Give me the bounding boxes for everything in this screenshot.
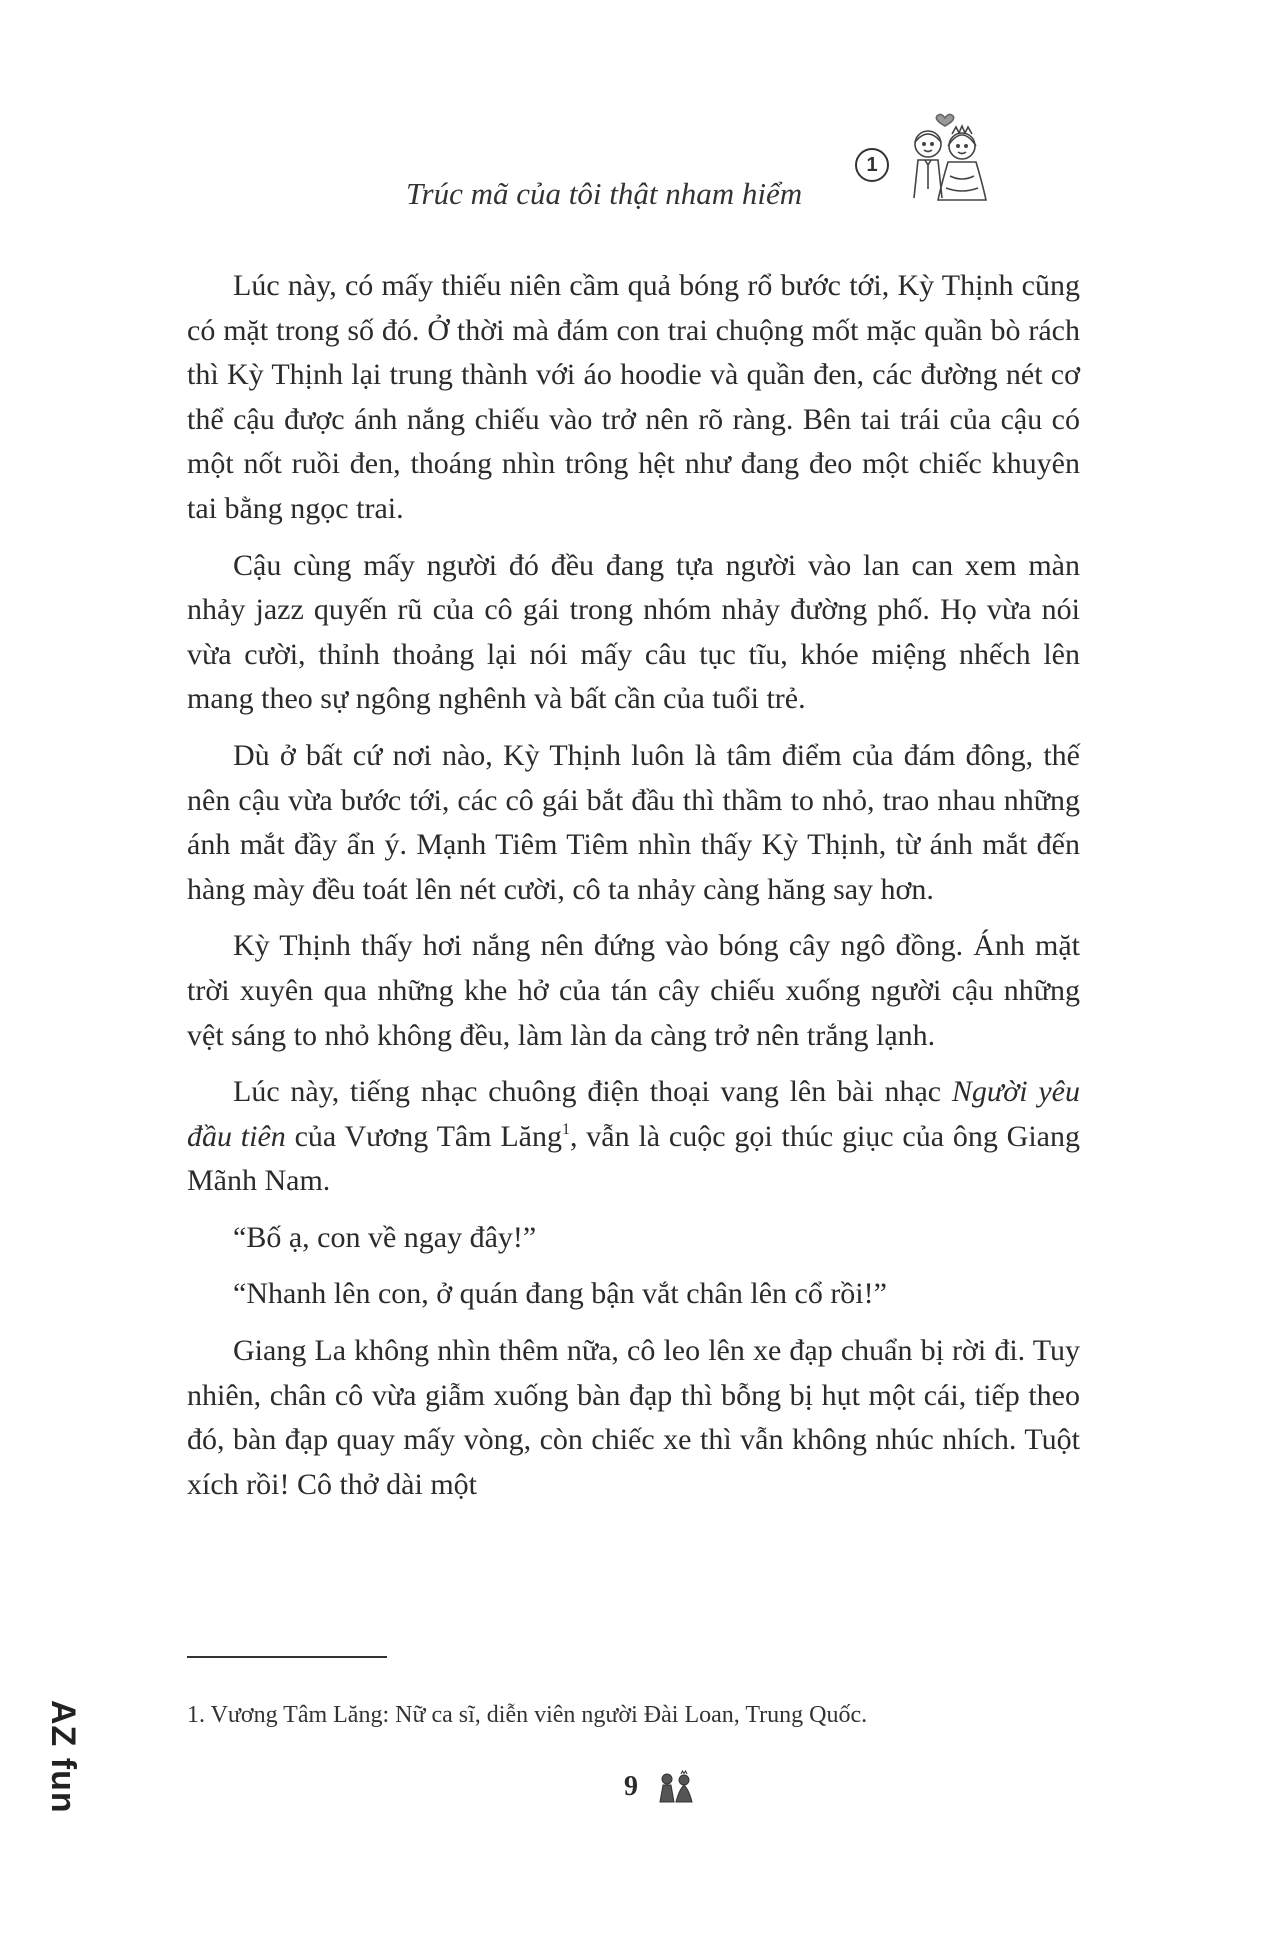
text-segment: , vẫn là cuộc gọi thúc giục của ông Giang Mãnh Nam. — [187, 1119, 1080, 1198]
running-header — [400, 118, 1000, 218]
page-number: 9 — [624, 1771, 638, 1802]
text-segment: của Vương Tâm Lăng — [285, 1119, 562, 1153]
footnote-reference: 1 — [562, 1120, 570, 1138]
paragraph: Lúc này, có mấy thiếu niên cầm quả bóng rổ bước tới, Kỳ Thịnh cũng có mặt trong số đó. Ở thời mà đám con trai chuộng mốt mặc quần bò rách thì Kỳ Thịnh lại trung thành với áo hoodie và quần đen, các đường nét cơ thể cậu được ánh nắng chiếu vào trở nên rõ ràng. Bên tai trái của cậu có một nốt ruồi đen, thoáng nhìn trông hệt như đang đeo một chiếc khuyên tai bằng ngọc trai. — [187, 269, 1080, 525]
paragraph-with-footnote — [187, 1070, 1080, 1204]
body-text — [187, 264, 1080, 1519]
paragraph: Cậu cùng mấy người đó đều đang tựa người vào lan can xem màn nhảy jazz quyến rũ của cô gái trong nhóm nhảy đường phố. Họ vừa nói vừa cười, thỉnh thoảng lại nói mấy câu tục tĩu, khóe miệng nhếch lên mang theo sự ngông nghênh và bất cần của tuổi trẻ. — [187, 548, 1080, 716]
paragraph: Kỳ Thịnh thấy hơi nắng nên đứng vào bóng cây ngô đồng. Ánh mặt trời xuyên qua những khe hở của tán cây chiếu xuống người cậu những vệt sáng to nhỏ không đều, làm làn da càng trở nên trắng lạnh. — [187, 929, 1080, 1052]
paragraph: Dù ở bất cứ nơi nào, Kỳ Thịnh luôn là tâm điểm của đám đông, thế nên cậu vừa bước tới, các cô gái bắt đầu thì thầm to nhỏ, trao nhau những ánh mắt đầy ẩn ý. Mạnh Tiêm Tiêm nhìn thấy Kỳ Thịnh, từ ánh mắt đến hàng mày đều toát lên nét cười, cô ta nhảy càng hăng say hơn. — [187, 738, 1080, 906]
footnote-divider — [187, 1656, 387, 1658]
book-title: Trúc mã của tôi thật nham hiểm — [406, 176, 803, 211]
couple-mini-icon — [655, 1770, 697, 1804]
footnote: 1. Vương Tâm Lăng: Nữ ca sĩ, diễn viên người Đài Loan, Trung Quốc. — [187, 1702, 868, 1728]
couple-illustration-icon — [890, 106, 1000, 206]
dialogue-line: “Nhanh lên con, ở quán đang bận vắt chân lên cổ rồi!” — [233, 1277, 887, 1311]
text-segment: Lúc này, tiếng nhạc chuông điện thoại vang lên bài nhạc — [233, 1075, 952, 1109]
paragraph: Giang La không nhìn thêm nữa, cô leo lên xe đạp chuẩn bị rời đi. Tuy nhiên, chân cô vừa giẫm xuống bàn đạp thì bỗng bị hụt một cái, tiếp theo đó, bàn đạp quay mấy vòng, còn chiếc xe thì vẫn không nhúc nhích. Tuột xích rồi! Cô thở dài một — [187, 1334, 1080, 1501]
song-title: Người yêu đầu tiên — [187, 1075, 1080, 1153]
volume-badge: 1 — [855, 148, 889, 182]
dialogue-line: “Bố ạ, con về ngay đây!” — [233, 1220, 537, 1254]
publisher-logo: AZ fun — [44, 1700, 82, 1814]
